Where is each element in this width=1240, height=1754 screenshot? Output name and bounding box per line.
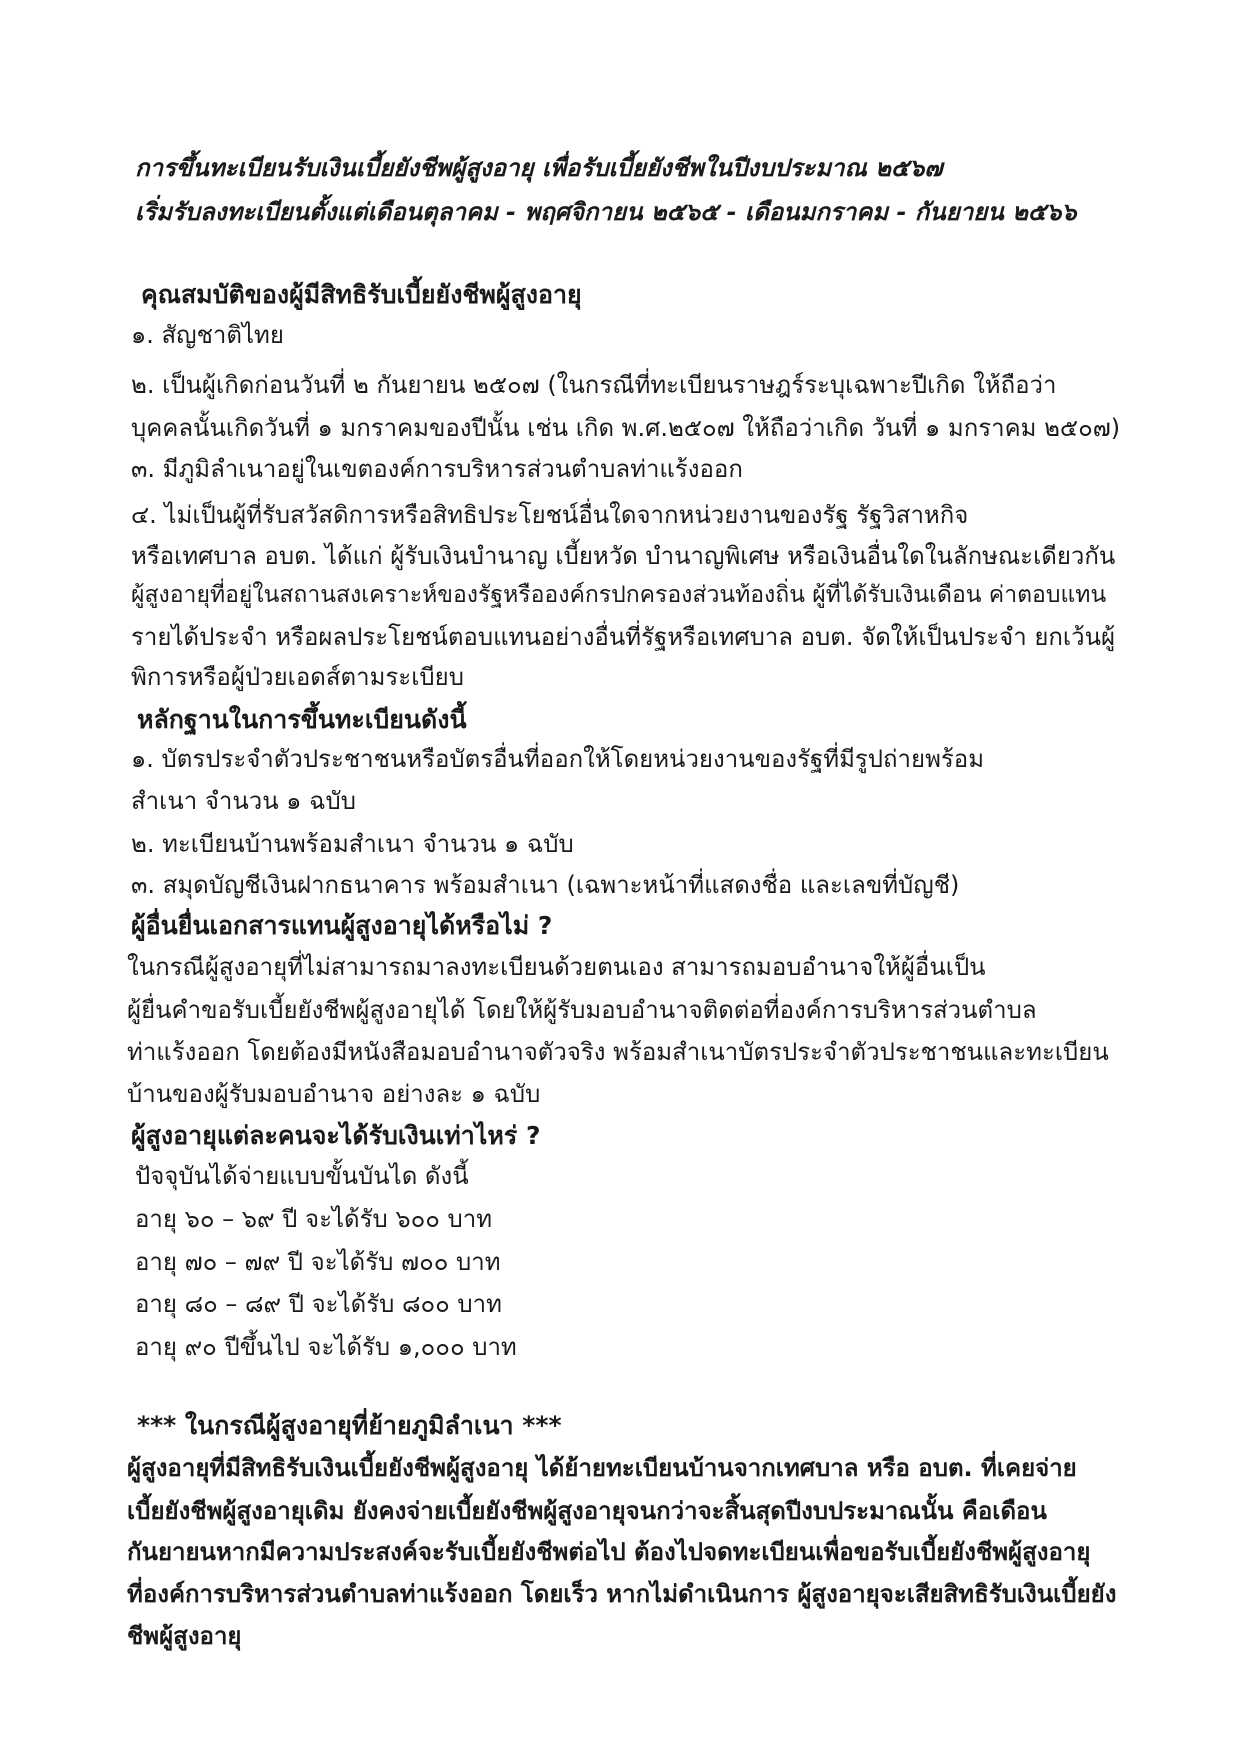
qualification-line: รายได้ประจำ หรือผลประโยชน์ตอบแทนอย่างอื่นที่รัฐหรือเทศบาล อบต. จัดให้เป็นประจำ ยกเว้นผู้: [131, 623, 1116, 651]
document-line: ๑. บัตรประจำตัวประชาชนหรือบัตรอื่นที่ออกให้โดยหน่วยงานของรัฐที่มีรูปถ่ายพร้อม: [131, 745, 985, 773]
proxy-line: บ้านของผู้รับมอบอำนาจ อย่างละ ๑ ฉบับ: [127, 1080, 541, 1108]
qualification-line: ๓. มีภูมิลำเนาอยู่ในเขตองค์การบริหารส่วนตำบลท่าแร้งออก: [131, 455, 743, 483]
amount-line: อายุ ๙๐ ปีขึ้นไป จะได้รับ ๑,๐๐๐ บาท: [135, 1333, 517, 1361]
qualification-line: พิการหรือผู้ป่วยเอดส์ตามระเบียบ: [131, 663, 464, 691]
amount-line: อายุ ๗๐ – ๗๙ ปี จะได้รับ ๗๐๐ บาท: [135, 1248, 501, 1276]
proxy-line: ในกรณีผู้สูงอายุที่ไม่สามารถมาลงทะเบียนด้วยตนเอง สามารถมอบอำนาจให้ผู้อื่นเป็น: [127, 953, 986, 981]
relocation-line: กันยายนหากมีความประสงค์จะรับเบี้ยยังชีพต่อไป ต้องไปจดทะเบียนเพื่อขอรับเบี้ยยังชีพผู้สูงอายุ: [127, 1538, 1091, 1566]
qualification-line: ๑. สัญชาติไทย: [131, 321, 284, 349]
amount-line: อายุ ๘๐ – ๘๙ ปี จะได้รับ ๘๐๐ บาท: [135, 1290, 502, 1318]
qualification-line: หรือเทศบาล อบต. ได้แก่ ผู้รับเงินบำนาญ เบี้ยหวัด บำนาญพิเศษ หรือเงินอื่นใดในลักษณะเดียวกัน: [131, 542, 1116, 570]
title-line-1: การขึ้นทะเบียนรับเงินเบี้ยยังชีพผู้สูงอายุ เพื่อรับเบี้ยยังชีพในปีงบประมาณ ๒๕๖๗: [135, 154, 943, 182]
proxy-line: ผู้ยื่นคำขอรับเบี้ยยังชีพผู้สูงอายุได้ โดยให้ผู้รับมอบอำนาจติดต่อที่องค์การบริหารส่วนตำบล: [127, 996, 1037, 1024]
qualification-line: ๔. ไม่เป็นผู้ที่รับสวัสดิการหรือสิทธิประโยชน์อื่นใดจากหน่วยงานของรัฐ รัฐวิสาหกิจ: [131, 501, 969, 529]
amount-heading: ผู้สูงอายุแต่ละคนจะได้รับเงินเท่าไหร่ ?: [131, 1121, 541, 1150]
relocation-line: เบี้ยยังชีพผู้สูงอายุเดิม ยังคงจ่ายเบี้ยยังชีพผู้สูงอายุจนกว่าจะสิ้นสุดปีงบประมาณนั้น คือเดือน: [127, 1497, 1047, 1525]
amount-line: อายุ ๖๐ – ๖๙ ปี จะได้รับ ๖๐๐ บาท: [135, 1205, 493, 1233]
qualification-line: ๒. เป็นผู้เกิดก่อนวันที่ ๒ กันยายน ๒๕๐๗ (ในกรณีที่ทะเบียนราษฎร์ระบุเฉพาะปีเกิด ให้ถือว่า: [131, 371, 1057, 399]
proxy-line: ท่าแร้งออก โดยต้องมีหนังสือมอบอำนาจตัวจริง พร้อมสำเนาบัตรประจำตัวประชาชนและทะเบียน: [127, 1038, 1109, 1066]
documents-heading: หลักฐานในการขึ้นทะเบียนดังนี้: [137, 705, 467, 734]
relocation-line: ผู้สูงอายุที่มีสิทธิรับเงินเบี้ยยังชีพผู้สูงอายุ ได้ย้ายทะเบียนบ้านจากเทศบาล หรือ อบต. ที่เคยจ่าย: [127, 1454, 1077, 1482]
qualification-line: ผู้สูงอายุที่อยู่ในสถานสงเคราะห์ของรัฐหรือองค์กรปกครองส่วนท้องถิ่น ผู้ที่ได้รับเงินเดือน ค่าตอบแทน: [131, 582, 1107, 608]
qualification-line: บุคคลนั้นเกิดวันที่ ๑ มกราคมของปีนั้น เช่น เกิด พ.ศ.๒๕๐๗ ให้ถือว่าเกิด วันที่ ๑ มกราคม ๒๕๐๗): [131, 414, 1121, 442]
qualifications-heading: คุณสมบัติของผู้มีสิทธิรับเบี้ยยังชีพผู้สูงอายุ: [141, 280, 582, 309]
relocation-heading: *** ในกรณีผู้สูงอายุที่ย้ายภูมิลำเนา ***: [137, 1411, 562, 1440]
document-line: ๓. สมุดบัญชีเงินฝากธนาคาร พร้อมสำเนา (เฉพาะหน้าที่แสดงชื่อ และเลขที่บัญชี): [131, 871, 960, 899]
document-line: ๒. ทะเบียนบ้านพร้อมสำเนา จำนวน ๑ ฉบับ: [131, 830, 574, 858]
proxy-heading: ผู้อื่นยื่นเอกสารแทนผู้สูงอายุได้หรือไม่ ?: [131, 911, 553, 940]
relocation-line: ที่องค์การบริหารส่วนตำบลท่าแร้งออก โดยเร็ว หากไม่ดำเนินการ ผู้สูงอายุจะเสียสิทธิรับเงินเบี้ยยัง: [127, 1580, 1117, 1608]
relocation-line: ชีพผู้สูงอายุ: [127, 1622, 242, 1650]
title-line-2: เริ่มรับลงทะเบียนตั้งแต่เดือนตุลาคม - พฤศจิกายน ๒๕๖๕ - เดือนมกราคม - กันยายน ๒๕๖๖: [135, 198, 1077, 226]
amount-line: ปัจจุบันได้จ่ายแบบขั้นบันได ดังนี้: [135, 1162, 469, 1190]
document-line: สำเนา จำนวน ๑ ฉบับ: [131, 787, 356, 815]
